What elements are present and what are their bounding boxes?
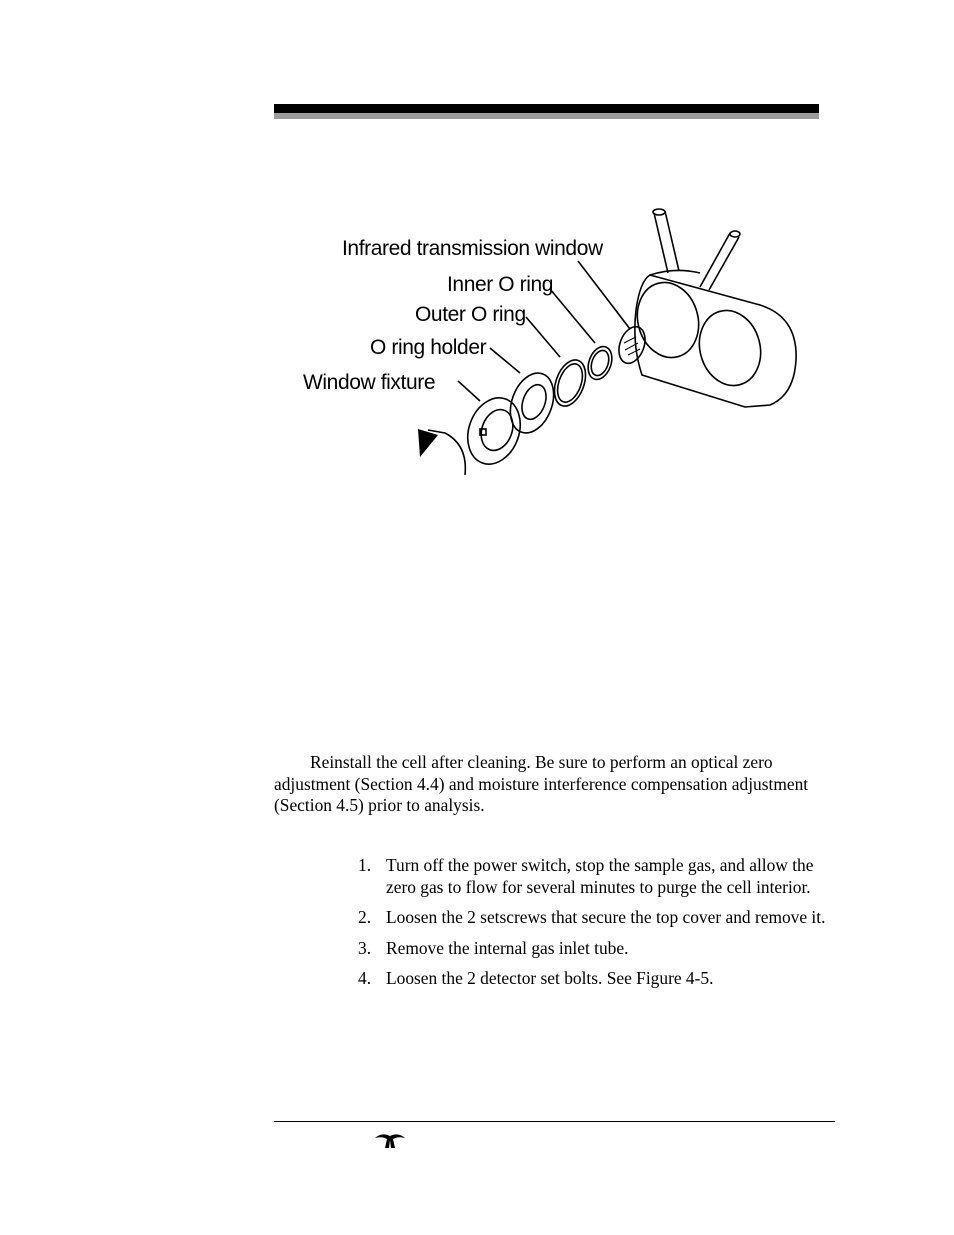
- step-number: 1.: [358, 855, 372, 875]
- step-number: 2.: [358, 907, 372, 927]
- header-bar-shadow: [274, 113, 819, 119]
- infrared-window: [614, 323, 650, 367]
- label-outer-o-ring: Outer O ring: [415, 303, 526, 326]
- step-text: Remove the internal gas inlet tube.: [386, 937, 629, 958]
- step-item: [358, 907, 828, 929]
- label-inner-o-ring: Inner O ring: [447, 273, 554, 296]
- step-item: [358, 855, 828, 898]
- step-item: [358, 938, 828, 960]
- step-text: Turn off the power switch, stop the sample gas, and allow the zero gas to flow for several minutes to purge the cell interior.: [386, 855, 814, 897]
- step-text: Loosen the 2 setscrews that secure the top cover and remove it.: [386, 907, 826, 927]
- step-number: 4.: [358, 968, 372, 988]
- step-item: [358, 968, 828, 990]
- gas-tube-right: [700, 233, 739, 290]
- inner-o-ring: [584, 343, 616, 382]
- outer-o-ring: [549, 356, 592, 411]
- step-text: Loosen the 2 detector set bolts. See Figure 4-5.: [386, 968, 714, 988]
- cell-body: [635, 275, 796, 407]
- footer-rule: [274, 1121, 835, 1122]
- teledyne-logo-icon: [373, 1131, 407, 1149]
- label-infrared-window: Infrared transmission window: [342, 237, 603, 260]
- reinstall-text: Reinstall the cell after cleaning. Be sure to perform an optical zero adjustment (Section 4.4) and moisture interference compensation adjustment (Section 4.5) prior to analysis.: [274, 752, 809, 816]
- header-bar: [274, 104, 819, 113]
- label-window-fixture: Window fixture: [303, 371, 436, 394]
- step-number: 3.: [358, 937, 372, 958]
- procedure-steps: [358, 855, 828, 999]
- exploded-cell-figure: [290, 195, 810, 485]
- gas-tube-left: [654, 211, 679, 273]
- label-o-ring-holder: O ring holder: [370, 336, 487, 359]
- reinstall-paragraph: [274, 752, 834, 817]
- rotation-arrowhead: [418, 429, 438, 457]
